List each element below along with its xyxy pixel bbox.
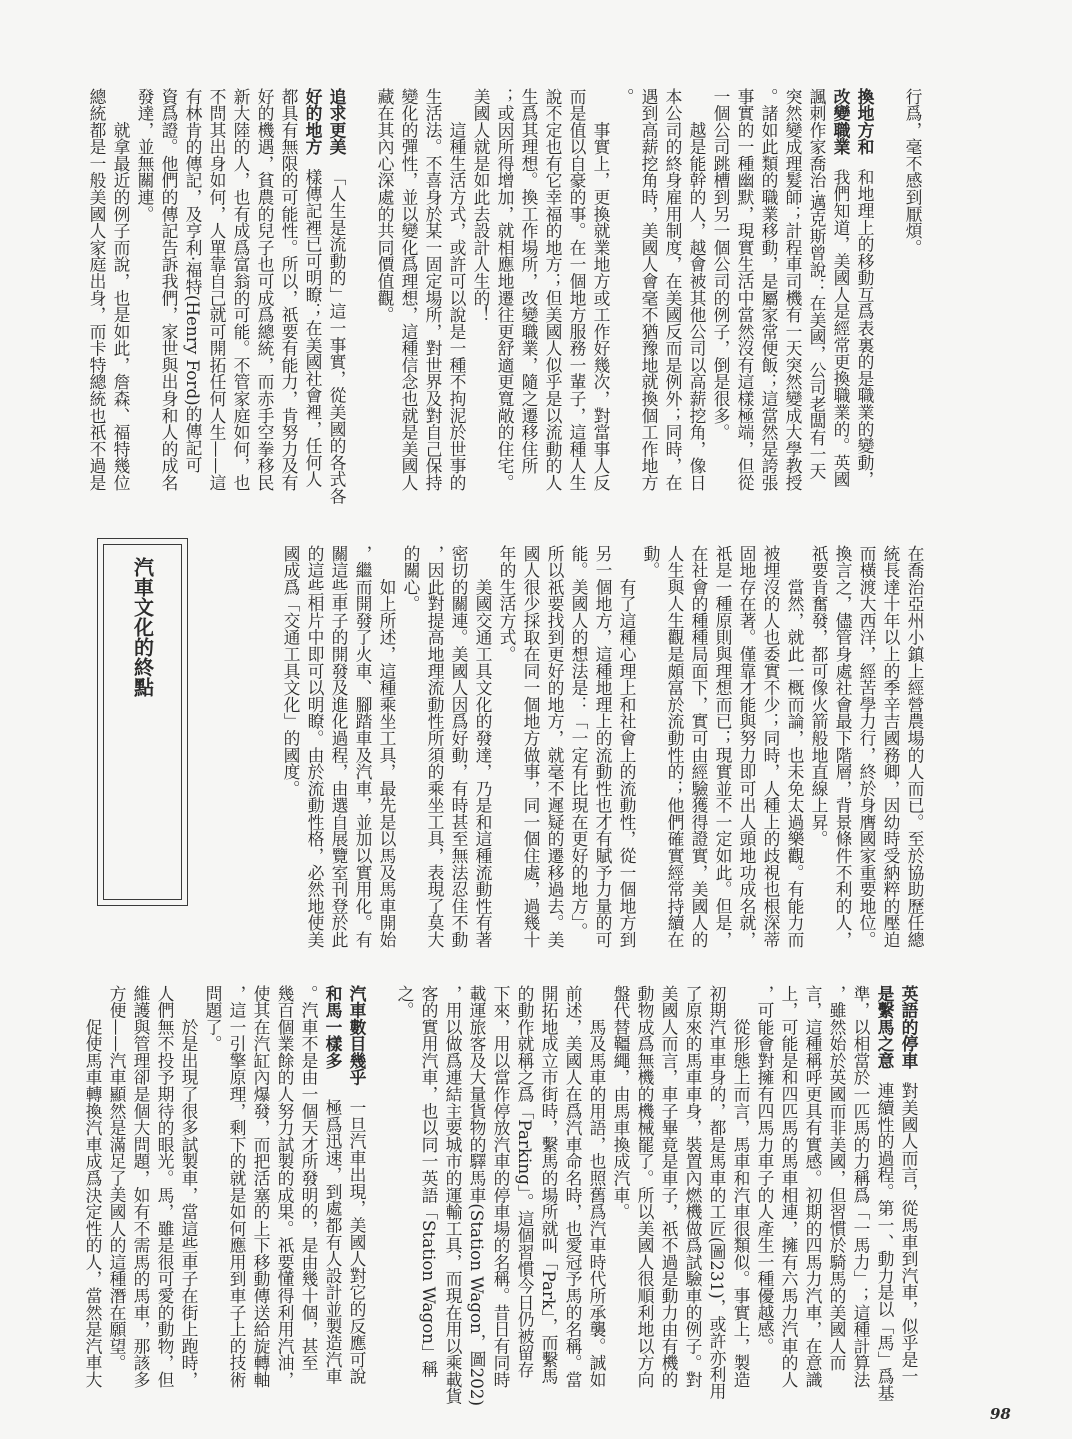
column-text: 新大陸的人，也有成爲富翁的可能。不管家庭如何，也 [231, 88, 251, 491]
text-column [105, 985, 129, 1389]
column-text: 事實的一種幽默，現實生活中當然沒有這樣極端，但從 [735, 88, 755, 491]
page-number: 98 [990, 1405, 1011, 1423]
column-text: 盤代替韁繩，由馬車換成汽車。 [611, 985, 631, 1221]
column-text: 極爲迅速，到處都有人設計並製造汽車 [323, 1099, 343, 1385]
text-column [153, 985, 177, 1389]
column-text: 的關心。 [401, 545, 421, 613]
text-column [229, 88, 253, 492]
text-column [757, 88, 781, 492]
section-heading: 是繫馬之意 [875, 985, 895, 1069]
column-text: 祇是一種原則與理想而已；現實並不一定如此。但是， [713, 545, 733, 948]
text-column [903, 545, 927, 949]
chapter-title: 汽車文化的終點 [130, 557, 155, 697]
column-text: 關這些車子的開發及進化過程，由選自展覽室刊登於此 [329, 545, 349, 948]
column-text: 總統都是一般美國人家庭出身，而卡特總統也祇不過是 [87, 88, 107, 491]
column-text: ，繼而開發了火車、腳踏車及汽車，並加以實用化。有 [353, 545, 373, 948]
top-text-block [85, 88, 925, 505]
text-column [519, 545, 543, 949]
column-text: ，可能會對擁有四馬力車子的人產生一種優越感。 [755, 985, 775, 1355]
text-column [205, 88, 229, 492]
column-text: 維護與管理卻是個大問題，如有不需馬的馬車，那該多 [131, 985, 151, 1388]
text-column [441, 985, 465, 1405]
text-column-with-heading [873, 985, 897, 1402]
text-column [517, 88, 541, 492]
column-text: 於是出現了很多試製車，當這些車子在街上跑時， [179, 985, 199, 1388]
text-column-with-heading [325, 88, 349, 505]
text-column [687, 545, 711, 949]
column-text: 對美國人而言，從馬車到汽車，似乎是一 [899, 1082, 919, 1385]
text-column [495, 545, 519, 949]
text-column [513, 985, 537, 1389]
text-column [783, 545, 807, 949]
column-text: ；或因所得增加，就相應地遷往更舒適更寬敞的住宅。 [495, 88, 515, 491]
column-text: 客的實用汽車，也以同一英語「Station Wagon」稱 [419, 985, 439, 1378]
column-text: 有了這種心理上和社會上的流動性，從一個地方到 [617, 545, 637, 948]
column-text: 連續性的過程。第一、動力是以「馬」爲基 [875, 1082, 895, 1402]
column-text: 好的機遇，貧農的兒子也可成爲總統，而赤手空拳移民 [255, 88, 275, 491]
text-column [297, 985, 321, 1389]
text-column [157, 88, 181, 492]
column-text: 馬及馬車的用語，也照舊爲汽車時代所承襲。誠如 [587, 985, 607, 1388]
column-text: 所以祇要找到更好的地方，就毫不遲疑的遷移過去。美 [545, 545, 565, 948]
text-column [397, 88, 421, 492]
column-text: 如上所述，這種乘坐工具，最先是以馬及馬車開始 [377, 545, 397, 948]
text-column-with-heading [321, 985, 345, 1389]
column-text: 有林肯的傳記，及亨利‧福特(Henry Ford)的傳記可 [183, 88, 203, 473]
column-text: 另一個地方，這種地理上的流動性也才有賦予力量的可 [593, 545, 613, 948]
column-text: 資爲證。他們的傳記告訴我們，家世與出身和人的成名 [159, 88, 179, 491]
column-text: 國成爲「交通工具文化」的國度。 [281, 545, 301, 797]
column-text: 當然，就此一概而論，也未免太過樂觀。有能力而 [785, 545, 805, 948]
text-column-with-heading [853, 88, 877, 492]
column-text: 變化的彈性，並以變化爲理想，這種信念也就是美國人 [399, 88, 419, 491]
column-text: 的這些相片中即可以明瞭。由於流動性格，必然地使美 [305, 545, 325, 948]
text-column [729, 985, 753, 1389]
column-text: 發達，並無關連。 [135, 88, 155, 223]
column-text: 行爲，毫不感到厭煩。 [903, 88, 923, 256]
text-column [327, 545, 351, 949]
text-column [613, 88, 637, 492]
text-column [663, 545, 687, 949]
column-text: 突然變成理髮師；計程車司機有一天突然變成大學教授 [783, 88, 803, 491]
text-column [735, 545, 759, 949]
text-column [615, 545, 639, 949]
column-text: 國人很少採取在同一個地方做事，同一個住處，過幾十 [521, 545, 541, 948]
text-column [471, 545, 495, 949]
text-column [421, 88, 445, 492]
bottom-text-block [81, 985, 921, 1407]
text-column [831, 545, 855, 949]
text-column [445, 88, 469, 492]
column-text: 一個公司跳槽到另一個公司的例子，倒是很多。 [711, 88, 731, 441]
chapter-title-frame [103, 544, 182, 900]
text-column [253, 88, 277, 492]
text-column [81, 985, 105, 1389]
column-text: 這種生活方式，或許可以說是一種不拘泥於世事的 [447, 88, 467, 491]
text-column [399, 545, 423, 949]
column-text: 不問其出身如何，人單靠自己就可開拓任何人生——這 [207, 88, 227, 491]
text-column [901, 88, 925, 492]
text-column [777, 985, 801, 1389]
column-text: 美國人就是如此去設計人生的！ [471, 88, 491, 324]
text-column [201, 985, 225, 1389]
column-text: 和地理上的移動互爲表裏的是職業的變動， [855, 168, 875, 488]
column-text: 一旦汽車出現，美國人對它的反應可說 [347, 1099, 367, 1385]
column-text: 使其在汽缸內爆發，而把活塞的上下移動傳送給旋轉軸 [251, 985, 271, 1388]
column-text: 動物成爲無機的機械罷了。所以美國人很順利地以方向 [635, 985, 655, 1388]
column-text: 生活法。不喜身於某一固定場所，對世界及對自己保持 [423, 88, 443, 491]
column-text: 載運旅客及大量貨物的驛馬車(Station Wagon，圖202) [467, 985, 487, 1407]
text-column [373, 88, 397, 492]
text-column [633, 985, 657, 1389]
text-column [565, 88, 589, 492]
column-text: 促使馬車轉換汽車成爲決定性的人，當然是汽車大 [83, 985, 103, 1388]
text-column [825, 985, 849, 1389]
column-text: 事實上，更換就業地方或工作好幾次，對當事人反 [591, 88, 611, 491]
section-heading: 追求更美 [327, 88, 347, 156]
text-column [351, 545, 375, 949]
column-text: 前述，美國人在爲汽車命名時，也愛冠予馬的名稱。當 [563, 985, 583, 1388]
text-column [733, 88, 757, 492]
text-column [807, 545, 831, 949]
column-text: 密切的關連。美國人因爲好動，有時甚至無法忍住不動 [449, 545, 469, 948]
section-heading: 和馬一樣多 [323, 985, 343, 1069]
column-text: 初期汽車車身的，都是馬車的工匠(圖231)，或許亦利用 [707, 985, 727, 1400]
column-text: 人們無不投予期待的眼光。馬，雖是很可愛的動物，但 [155, 985, 175, 1388]
column-text: 人生與人生觀是頗富於流動性的；他們確實經常持續在 [665, 545, 685, 948]
text-column [685, 88, 709, 492]
text-column [85, 88, 109, 492]
middle-text-block [279, 545, 927, 949]
text-column [705, 985, 729, 1400]
column-text: 藏在其內心深處的共同價值觀。 [375, 88, 395, 324]
text-column [181, 88, 205, 492]
column-text: 統長達十年以上的季辛吉國務卿，因幼時受納粹的壓迫 [881, 545, 901, 948]
text-column [609, 985, 633, 1389]
column-text: ，因此對提高地理流動性所須的乘坐工具，表現了莫大 [425, 545, 445, 948]
text-column [567, 545, 591, 949]
column-text: 在社會的種種局面下，實可由經驗獲得證實，美國人的 [689, 545, 709, 948]
text-column [109, 88, 133, 492]
text-column [417, 985, 441, 1389]
text-column [225, 985, 249, 1389]
text-column [849, 985, 873, 1389]
column-text: 美國交通工具文化的發達，乃是和這種流動性有著 [473, 545, 493, 948]
text-column [277, 88, 301, 492]
column-text: 方便——汽車顯然是滿足了美國人的這種潛在願望。 [107, 985, 127, 1372]
column-text: 之。 [395, 985, 415, 1019]
column-text: 了原來的馬車車身，裝置內燃機做爲試驗車的例子。對 [683, 985, 703, 1388]
text-column [303, 545, 327, 949]
column-text: 祇要肯奮發，都可像火箭般地直線上昇。 [809, 545, 829, 848]
section-heading: 改變職業 [831, 88, 851, 156]
text-column-with-heading [345, 985, 369, 1389]
text-column [879, 545, 903, 949]
section-heading: 英語的停車 [899, 985, 919, 1069]
column-text: 問題了。 [203, 985, 223, 1053]
text-column [469, 88, 493, 492]
column-text: 下來，用以當作停放汽車的停車場的名稱。昔日有同時 [491, 985, 511, 1388]
column-text: 而橫渡大西洋，經苦學力行，終於身膺國家重要地位。 [857, 545, 877, 948]
text-column [805, 88, 829, 492]
column-text: ，用以做爲連結主要城市的運輸工具，而現在用以乘載貨 [443, 985, 463, 1405]
chapter-title-box [97, 538, 188, 906]
text-column [541, 88, 565, 492]
text-column [489, 985, 513, 1389]
column-text: 就拿最近的例子而說，也是如此，詹森、福特幾位 [111, 88, 131, 491]
column-text: 幾百個業餘的人努力試製的成果。祇要懂得利用汽油， [275, 985, 295, 1388]
text-column-with-heading [829, 88, 853, 492]
column-text: 。 [615, 88, 635, 105]
text-column [781, 88, 805, 492]
text-column [423, 545, 447, 949]
text-column [639, 545, 663, 949]
text-column [393, 985, 417, 1389]
text-column [709, 88, 733, 492]
column-text: 「人生是流動的」這一事實，從美國的各式各 [327, 168, 347, 505]
column-text: 從形態上而言，馬車和汽車很類似。事實上，製造 [731, 985, 751, 1388]
text-column [759, 545, 783, 949]
text-column [661, 88, 685, 492]
column-text: 我們知道，美國人是經常更換職業的。英國 [831, 168, 851, 488]
column-text: 能。美國人的想法是：「一定有比現在更好的地方」。 [569, 545, 589, 940]
column-text: 樣傳記裡已可明瞭；在美國社會裡，任何人 [303, 168, 323, 488]
column-text: ，雖然始於英國而非美國，但習慣於騎馬的美國人而 [827, 985, 847, 1372]
text-column [537, 985, 561, 1389]
column-text: 越是能幹的人，越會被其他公司以高薪挖角，像日 [687, 88, 707, 491]
text-column [465, 985, 489, 1407]
column-text: 。汽車不是由一個天才所發明的，是由幾十個，甚至 [299, 985, 319, 1372]
text-column [279, 545, 303, 949]
column-text: 換言之，儘管身處社會最下階層，背景條件不利的人， [833, 545, 853, 948]
text-column [589, 88, 613, 492]
column-text: 遇到高薪挖角時，美國人會毫不猶豫地就換個工作地方 [639, 88, 659, 491]
column-text: 說不定也有它幸福的地方；但美國人似乎是以流動的人 [543, 88, 563, 491]
column-text: 本公司的終身雇用制度，在美國反而是例外；同時，在 [663, 88, 683, 491]
column-text: 動。 [641, 545, 661, 579]
column-text: 固地存在著。僅靠才能與努力即可出人頭地功成名就， [737, 545, 757, 948]
text-column [543, 545, 567, 949]
column-text: 上，可能是和四匹馬的馬車相連，擁有六馬力汽車的人 [779, 985, 799, 1388]
column-text: 被埋沒的人也委實不少；同時，人種上的歧視也根深蒂 [761, 545, 781, 948]
column-text: 準，以相當於一匹馬的力稱爲「一馬力」；這種計算法 [851, 985, 871, 1388]
text-column [681, 985, 705, 1389]
text-column [657, 985, 681, 1389]
text-column [753, 985, 777, 1389]
column-text: 言，這種稱呼更具有實感。初期的四馬力汽車，在意識 [803, 985, 823, 1388]
section-heading: 換地方和 [855, 88, 875, 156]
text-column [129, 985, 153, 1389]
column-text: 。諸如此類的職業移動，是屬家常便飯；這當然是誇張 [759, 88, 779, 491]
column-text: 生爲其理想。換工作場所，改變職業，隨之遷移住所 [519, 88, 539, 475]
section-heading: 好的地方 [303, 88, 323, 156]
text-column-with-heading [301, 88, 325, 492]
column-text: 年的生活方式。 [497, 545, 517, 663]
text-column [249, 985, 273, 1389]
text-column [711, 545, 735, 949]
column-text: 諷刺作家喬治‧邁克斯曾說：在美國，公司老闆有一天 [807, 88, 827, 480]
text-column [447, 545, 471, 949]
text-column [855, 545, 879, 949]
text-column [493, 88, 517, 492]
text-column [801, 985, 825, 1389]
column-text: 都具有無限的可能性。所以，祇要有能力，肯努力及有 [279, 88, 299, 491]
text-column [585, 985, 609, 1389]
text-column [561, 985, 585, 1389]
column-text: 的動作就稱之爲「Parking」。這個習慣今日仍被留存 [515, 985, 535, 1379]
column-text: ，這一引擎原理，剩下的就是如何應用到車子上的技術 [227, 985, 247, 1388]
text-column [637, 88, 661, 492]
column-text: 在喬治亞州小鎮上經營農場的人而已。至於協助歷任總 [905, 545, 925, 948]
section-heading: 汽車數目幾乎 [347, 985, 367, 1086]
text-column [177, 985, 201, 1389]
column-text: 而是值以自豪的事。在一個地方服務一輩子，這種人生 [567, 88, 587, 491]
column-text: 開拓地成立市街時，繫馬的場所就叫「Park」，而繫馬 [539, 985, 559, 1385]
column-text: 美國人而言，車子畢竟是車子，祇不過是動力由有機的 [659, 985, 679, 1388]
text-column [375, 545, 399, 949]
text-column [133, 88, 157, 492]
text-column [273, 985, 297, 1389]
text-column-with-heading [897, 985, 921, 1389]
text-column [591, 545, 615, 949]
